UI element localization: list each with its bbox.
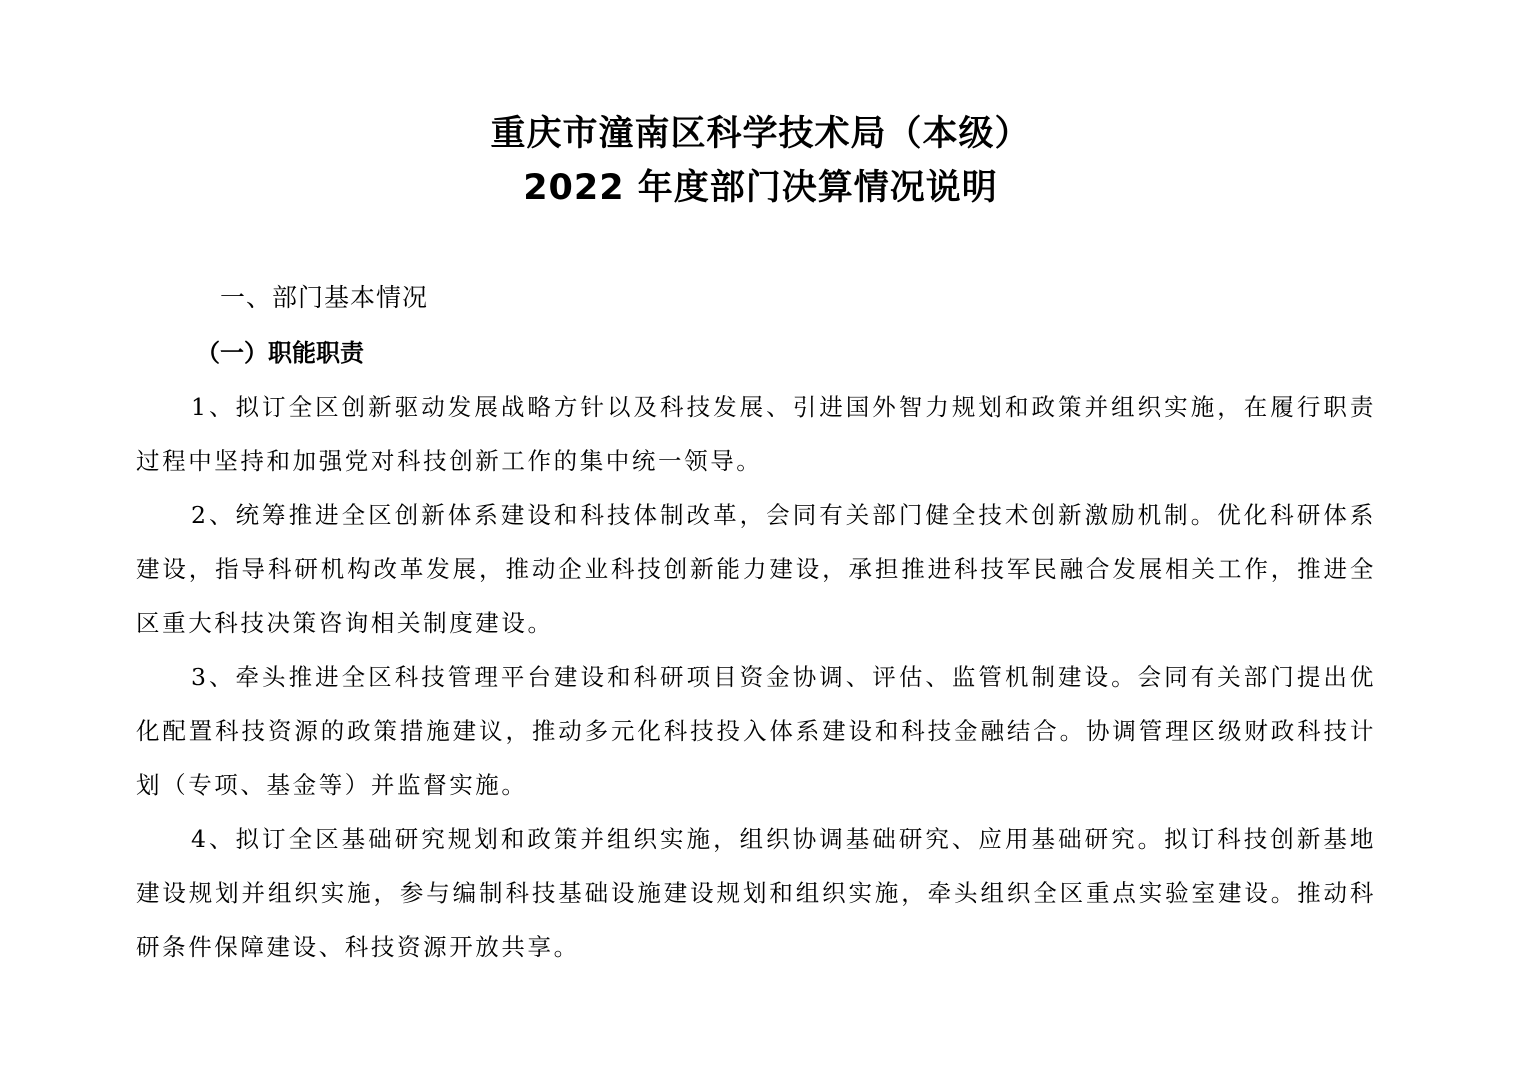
subsection-heading: （一）职能职责: [196, 339, 364, 367]
paragraph-2: 2、统筹推进全区创新体系建设和科技体制改革，会同有关部门健全技术创新激励机制。优化科研体系建设，指导科研机构改革发展，推动企业科技创新能力建设，承担推进科技军民融合发展相关工作，推进全区重大科技决策咨询相关制度建设。: [136, 501, 1376, 637]
document-title: 重庆市潼南区科学技术局（本级）: [490, 114, 1031, 154]
paragraph-4: 4、拟订全区基础研究规划和政策并组织实施，组织协调基础研究、应用基础研究。拟订科技创新基地建设规划并组织实施，参与编制科技基础设施建设规划和组织实施，牵头组织全区重点实验室建设。推动科研条件保障建设、科技资源开放共享。: [136, 825, 1376, 961]
document-subtitle: 2022 年度部门决算情况说明: [523, 168, 998, 208]
paragraph-1: 1、拟订全区创新驱动发展战略方针以及科技发展、引进国外智力规划和政策并组织实施，在履行职责过程中坚持和加强党对科技创新工作的集中统一领导。: [136, 393, 1376, 475]
paragraph-3: 3、牵头推进全区科技管理平台建设和科研项目资金协调、评估、监管机制建设。会同有关部门提出优化配置科技资源的政策措施建议，推动多元化科技投入体系建设和科技金融结合。协调管理区级财政科技计划（专项、基金等）并监督实施。: [136, 663, 1376, 799]
section-heading: 一、部门基本情况: [220, 283, 429, 312]
